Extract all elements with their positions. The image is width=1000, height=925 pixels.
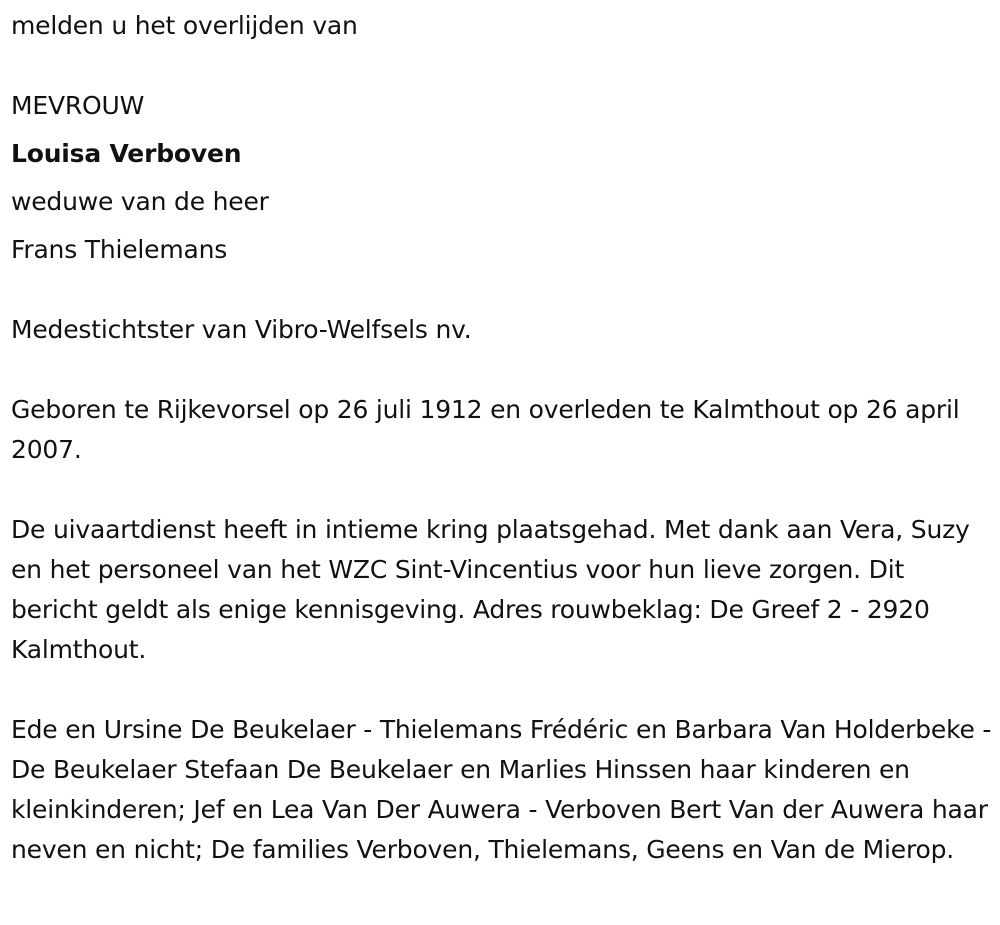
- deceased-name: Louisa Verboven: [11, 139, 242, 168]
- widow-of-line: weduwe van de heer: [11, 187, 269, 216]
- intro-line: melden u het overlijden van: [11, 11, 358, 40]
- birth-death-paragraph: Geboren te Rijkevorsel op 26 juli 1912 en overleden te Kalmthout op 26 april 2007.: [11, 395, 968, 464]
- role-line: Medestichtster van Vibro-Welfsels nv.: [11, 315, 472, 344]
- honorific-title: MEVROUW: [11, 91, 145, 120]
- funeral-paragraph: De uivaartdienst heeft in intieme kring plaatsgehad. Met dank aan Vera, Suzy en het personeel van het WZC Sint-Vincentius voor hun lieve zorgen. Dit bericht geldt als enige kennisgeving. Adres rouwbeklag: De Greef 2 - 2920 Kalmthout.: [11, 515, 978, 664]
- family-paragraph: Ede en Ursine De Beukelaer - Thielemans Frédéric en Barbara Van Holderbeke - De Beukelaer Stefaan De Beukelaer en Marlies Hinssen haar kinderen en kleinkinderen; Jef en Lea Van Der Auwera - Verboven Bert Van der Auwera haar neven en nicht; De families Verboven, Thielemans, Geens en Van de Mierop.: [11, 715, 999, 864]
- husband-name: Frans Thielemans: [11, 235, 228, 264]
